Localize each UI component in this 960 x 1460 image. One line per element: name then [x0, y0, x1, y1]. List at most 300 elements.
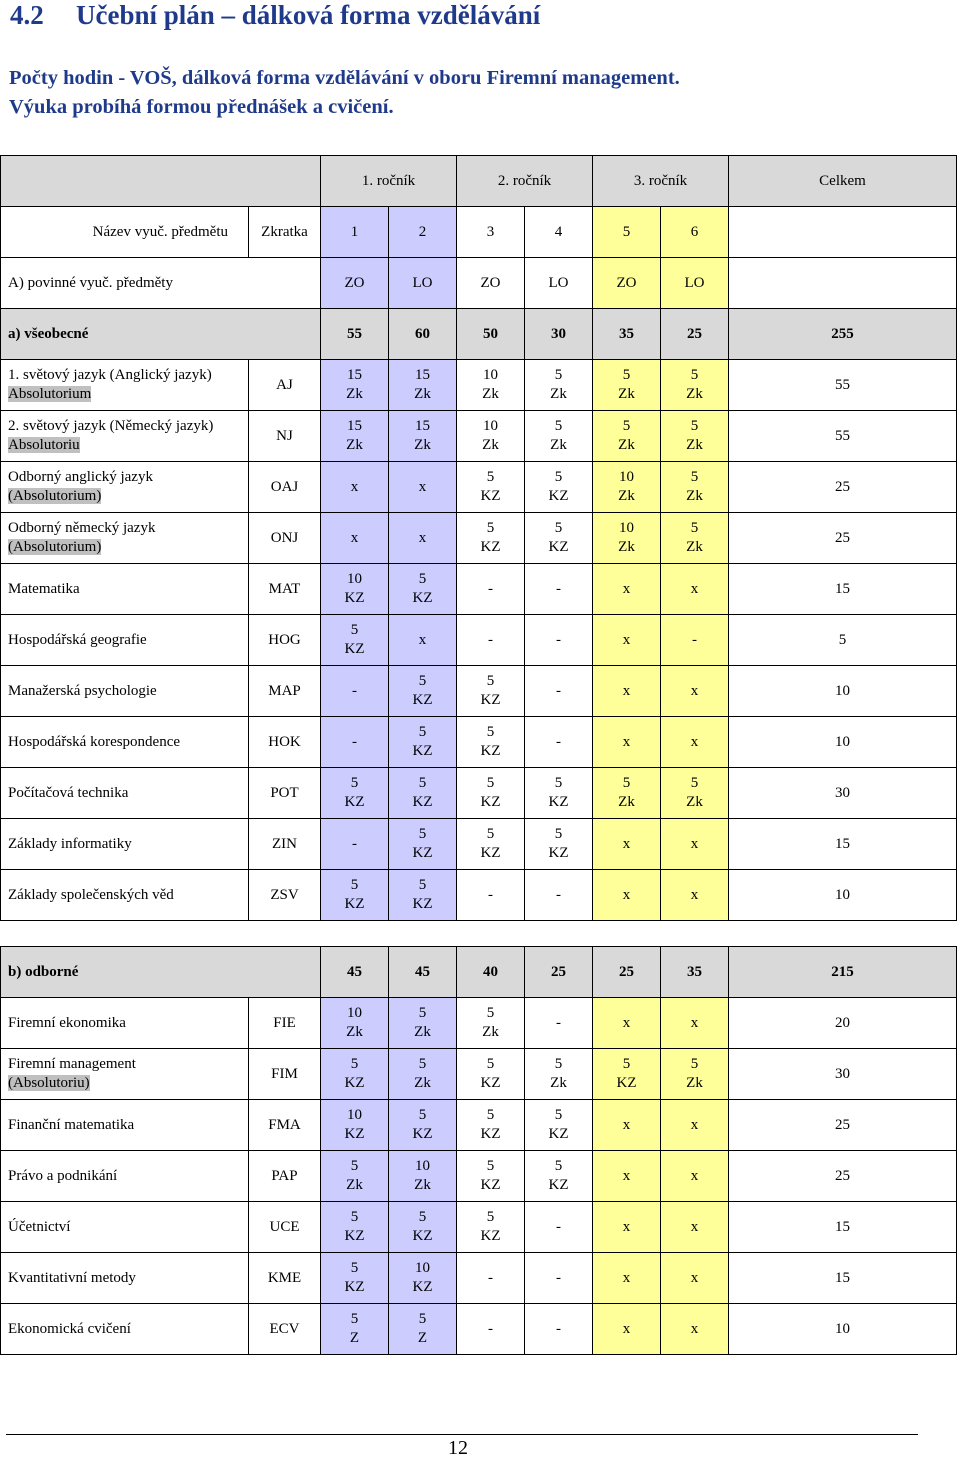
subject-total: 30 — [729, 768, 957, 819]
semester-4-cell: - — [525, 564, 593, 615]
semester-6-cell — [661, 1049, 729, 1100]
absolutorium-note: (Absolutoriu) — [8, 1075, 90, 1091]
hours-value: 5 — [554, 367, 563, 383]
compulsory-row — [1, 258, 957, 309]
semester-6-cell: x — [661, 1304, 729, 1355]
subject-name-cell — [1, 462, 249, 513]
hours-value: 5 — [690, 520, 699, 536]
semester-5-cell: x — [593, 615, 661, 666]
hours-value: 10 — [347, 1107, 362, 1123]
exam-type: Zk — [550, 1075, 567, 1091]
absolutorium-note: (Absolutorium) — [8, 488, 102, 504]
semester-2: 2 — [389, 207, 457, 258]
exam-type: KZ — [412, 1126, 433, 1142]
term-6: LO — [661, 258, 729, 309]
subject-row — [1, 870, 957, 921]
subject-abbr: ZIN — [249, 819, 321, 870]
subject-abbr: ONJ — [249, 513, 321, 564]
hours-value: 5 — [622, 367, 631, 383]
exam-type: Z — [349, 1330, 360, 1346]
subject-abbr: MAP — [249, 666, 321, 717]
semester-2-cell — [389, 564, 457, 615]
semester-3-cell: - — [457, 1253, 525, 1304]
year-1-header: 1. ročník — [321, 156, 457, 207]
semester-5-cell: x — [593, 998, 661, 1049]
semester-2-cell — [389, 1151, 457, 1202]
exam-type: Zk — [686, 1075, 703, 1091]
professional-sum-2: 45 — [389, 947, 457, 998]
section-number: 4.2 — [10, 0, 44, 30]
exam-type: KZ — [344, 896, 365, 912]
hours-value: 10 — [483, 418, 498, 434]
exam-type: Zk — [686, 539, 703, 555]
subject-abbr: PAP — [249, 1151, 321, 1202]
hours-value: 5 — [418, 1311, 427, 1327]
semester-2-cell — [389, 819, 457, 870]
general-subjects-table — [0, 155, 957, 921]
semester-3-cell — [457, 1202, 525, 1253]
section-heading — [10, 0, 540, 31]
exam-type: KZ — [548, 488, 569, 504]
semester-1-cell — [321, 564, 389, 615]
year-header-row — [1, 156, 957, 207]
hours-value: 15 — [415, 367, 430, 383]
exam-type: KZ — [548, 1177, 569, 1193]
semester-4-cell — [525, 1049, 593, 1100]
semester-2-cell — [389, 1049, 457, 1100]
hours-value: 5 — [486, 1005, 495, 1021]
subject-name-cell — [1, 1202, 249, 1253]
exam-type: Zk — [618, 794, 635, 810]
semester-5-cell — [593, 1049, 661, 1100]
hours-value: 5 — [622, 1056, 631, 1072]
semester-3-cell — [457, 411, 525, 462]
subject-row — [1, 1100, 957, 1151]
professional-sum-row — [1, 947, 957, 998]
subject-abbr: FIM — [249, 1049, 321, 1100]
exam-type: KZ — [412, 743, 433, 759]
subject-abbr: OAJ — [249, 462, 321, 513]
hours-value: 10 — [619, 469, 634, 485]
subject-total: 20 — [729, 998, 957, 1049]
semester-4-cell: - — [525, 666, 593, 717]
subject-abbr: AJ — [249, 360, 321, 411]
subject-abbr: NJ — [249, 411, 321, 462]
exam-type: KZ — [344, 794, 365, 810]
semester-1: 1 — [321, 207, 389, 258]
hours-value: 5 — [418, 1209, 427, 1225]
semester-3-cell — [457, 462, 525, 513]
hours-value: 5 — [350, 1209, 359, 1225]
subject-row — [1, 1151, 957, 1202]
subject-row — [1, 1253, 957, 1304]
exam-type: KZ — [548, 539, 569, 555]
intro-line-1: Počty hodin - VOŠ, dálková forma vzdělávání v oboru Firemní management. — [9, 67, 680, 89]
semester-3-cell: - — [457, 870, 525, 921]
semester-3: 3 — [457, 207, 525, 258]
hours-value: 5 — [554, 469, 563, 485]
exam-type: KZ — [412, 590, 433, 606]
term-3: ZO — [457, 258, 525, 309]
semester-4-cell: - — [525, 870, 593, 921]
professional-subjects-table — [0, 946, 957, 1355]
subject-name-cell — [1, 1151, 249, 1202]
subject-row — [1, 717, 957, 768]
subject-abbr: POT — [249, 768, 321, 819]
exam-type: KZ — [412, 794, 433, 810]
exam-type: Zk — [618, 386, 635, 402]
semester-3-cell: - — [457, 615, 525, 666]
semester-3-cell — [457, 1049, 525, 1100]
term-1: ZO — [321, 258, 389, 309]
subject-abbr: KME — [249, 1253, 321, 1304]
semester-1-cell: - — [321, 717, 389, 768]
semester-4-cell — [525, 1151, 593, 1202]
exam-type: KZ — [480, 1177, 501, 1193]
hours-value: 5 — [690, 367, 699, 383]
subject-total: 55 — [729, 411, 957, 462]
semester-6: 6 — [661, 207, 729, 258]
subject-name: Základy společenských věd — [8, 886, 174, 903]
subject-total: 15 — [729, 819, 957, 870]
subject-name: 2. světový jazyk (Německý jazyk) — [8, 418, 214, 434]
semester-1-cell — [321, 615, 389, 666]
semester-4-cell: - — [525, 717, 593, 768]
hours-value: 5 — [350, 622, 359, 638]
exam-type: KZ — [480, 845, 501, 861]
exam-type: Z — [417, 1330, 428, 1346]
subject-abbr: HOK — [249, 717, 321, 768]
exam-type: Zk — [346, 386, 363, 402]
subject-row — [1, 998, 957, 1049]
hours-value: 5 — [418, 1056, 427, 1072]
exam-type: Zk — [346, 1024, 363, 1040]
hours-value: 15 — [347, 367, 362, 383]
subject-name: Právo a podnikání — [8, 1167, 118, 1184]
exam-type: KZ — [480, 692, 501, 708]
semester-2-cell — [389, 998, 457, 1049]
hours-value: 5 — [486, 469, 495, 485]
professional-label: b) odborné — [1, 947, 321, 998]
subject-abbr: HOG — [249, 615, 321, 666]
hours-value: 5 — [690, 775, 699, 791]
semester-1-cell — [321, 1253, 389, 1304]
intro-text — [9, 64, 680, 122]
exam-type: Zk — [686, 488, 703, 504]
hours-value: 5 — [350, 775, 359, 791]
semester-5: 5 — [593, 207, 661, 258]
subject-total: 10 — [729, 666, 957, 717]
semester-2-cell — [389, 1100, 457, 1151]
hours-value: 5 — [418, 775, 427, 791]
hours-value: 5 — [486, 520, 495, 536]
exam-type: Zk — [550, 386, 567, 402]
subject-total: 25 — [729, 1100, 957, 1151]
subject-abbr: UCE — [249, 1202, 321, 1253]
subject-name-cell — [1, 717, 249, 768]
subject-name-cell — [1, 1100, 249, 1151]
semester-2-cell: x — [389, 462, 457, 513]
semester-2-cell — [389, 870, 457, 921]
absolutorium-note: (Absolutorium) — [8, 539, 102, 555]
subject-name: 1. světový jazyk (Anglický jazyk) — [8, 367, 212, 383]
subject-name-cell — [1, 1253, 249, 1304]
hours-value: 5 — [350, 1158, 359, 1174]
subject-name: Hospodářská geografie — [8, 631, 147, 648]
hours-value: 5 — [486, 826, 495, 842]
semester-2-cell — [389, 768, 457, 819]
semester-6-cell: x — [661, 998, 729, 1049]
semester-5-cell — [593, 360, 661, 411]
exam-type: Zk — [618, 437, 635, 453]
semester-1-cell — [321, 998, 389, 1049]
semester-3-cell — [457, 513, 525, 564]
semester-5-cell — [593, 768, 661, 819]
semester-5-cell — [593, 513, 661, 564]
subject-name: Matematika — [8, 580, 80, 597]
exam-type: KZ — [344, 1228, 365, 1244]
hours-value: 5 — [554, 1056, 563, 1072]
subject-name: Manažerská psychologie — [8, 682, 157, 699]
semester-6-cell — [661, 513, 729, 564]
hours-value: 5 — [350, 1311, 359, 1327]
hours-value: 5 — [418, 571, 427, 587]
exam-type: KZ — [548, 845, 569, 861]
exam-type: KZ — [344, 641, 365, 657]
subject-name: Počítačová technika — [8, 784, 129, 801]
subject-total: 15 — [729, 1202, 957, 1253]
semester-5-cell: x — [593, 1202, 661, 1253]
semester-4-cell — [525, 360, 593, 411]
hours-value: 10 — [347, 1005, 362, 1021]
semester-1-cell — [321, 1151, 389, 1202]
hours-value: 5 — [418, 1005, 427, 1021]
subject-name: Účetnictví — [8, 1218, 71, 1235]
subject-row — [1, 768, 957, 819]
semester-4-cell: - — [525, 1253, 593, 1304]
exam-type: KZ — [548, 794, 569, 810]
semester-2-cell: x — [389, 615, 457, 666]
semester-5-cell: x — [593, 1100, 661, 1151]
subject-name-cell — [1, 1304, 249, 1355]
semester-1-cell: - — [321, 819, 389, 870]
semester-1-cell — [321, 1202, 389, 1253]
semester-5-cell: x — [593, 819, 661, 870]
semester-6-cell: x — [661, 1202, 729, 1253]
subject-name-cell — [1, 360, 249, 411]
hours-value: 5 — [554, 775, 563, 791]
subject-name: Odborný německý jazyk — [8, 520, 156, 536]
exam-type: Zk — [414, 437, 431, 453]
hours-value: 5 — [554, 826, 563, 842]
exam-type: Zk — [414, 386, 431, 402]
general-total: 255 — [729, 309, 957, 360]
term-5: ZO — [593, 258, 661, 309]
hours-value: 5 — [486, 1158, 495, 1174]
semester-2-cell — [389, 360, 457, 411]
semester-6-cell — [661, 768, 729, 819]
subject-name: Základy informatiky — [8, 835, 132, 852]
semester-2-cell — [389, 1253, 457, 1304]
subject-name-cell — [1, 819, 249, 870]
subject-name-cell — [1, 564, 249, 615]
subject-abbr: ECV — [249, 1304, 321, 1355]
subject-abbr: FMA — [249, 1100, 321, 1151]
hours-value: 5 — [486, 673, 495, 689]
exam-type: KZ — [412, 896, 433, 912]
subject-row — [1, 666, 957, 717]
semester-3-cell: - — [457, 1304, 525, 1355]
semester-4-cell — [525, 411, 593, 462]
hours-value: 5 — [690, 469, 699, 485]
subject-name: Odborný anglický jazyk — [8, 469, 153, 485]
year-3-header: 3. ročník — [593, 156, 729, 207]
hours-value: 5 — [418, 1107, 427, 1123]
exam-type: Zk — [346, 437, 363, 453]
exam-type: Zk — [686, 437, 703, 453]
general-sum-6: 25 — [661, 309, 729, 360]
exam-type: Zk — [346, 1177, 363, 1193]
subject-total: 10 — [729, 1304, 957, 1355]
exam-type: Zk — [618, 539, 635, 555]
hours-value: 5 — [418, 724, 427, 740]
semester-2-cell — [389, 411, 457, 462]
subject-total: 5 — [729, 615, 957, 666]
hours-value: 5 — [350, 1056, 359, 1072]
semester-3-cell — [457, 768, 525, 819]
subject-row — [1, 819, 957, 870]
semester-5-cell — [593, 411, 661, 462]
hours-value: 5 — [350, 1260, 359, 1276]
footer-rule — [6, 1434, 918, 1435]
general-sum-row — [1, 309, 957, 360]
hours-value: 5 — [486, 1107, 495, 1123]
exam-type: Zk — [550, 437, 567, 453]
exam-type: Zk — [482, 437, 499, 453]
hours-value: 5 — [486, 775, 495, 791]
semester-2-cell — [389, 666, 457, 717]
professional-sum-1: 45 — [321, 947, 389, 998]
semester-3-cell — [457, 666, 525, 717]
subject-name-cell — [1, 1049, 249, 1100]
exam-type: KZ — [480, 539, 501, 555]
professional-sum-5: 25 — [593, 947, 661, 998]
professional-sum-3: 40 — [457, 947, 525, 998]
exam-type: Zk — [414, 1024, 431, 1040]
semester-1-cell — [321, 870, 389, 921]
semester-1-cell — [321, 1100, 389, 1151]
semester-6-cell: x — [661, 666, 729, 717]
exam-type: KZ — [412, 1228, 433, 1244]
subject-row — [1, 1304, 957, 1355]
semester-5-cell — [593, 462, 661, 513]
subject-name-cell — [1, 768, 249, 819]
semester-6-cell: x — [661, 870, 729, 921]
hours-value: 5 — [486, 1056, 495, 1072]
subject-row — [1, 411, 957, 462]
exam-type: Zk — [618, 488, 635, 504]
subject-name: Kvantitativní metody — [8, 1269, 136, 1286]
semester-6-cell: x — [661, 819, 729, 870]
professional-sum-4: 25 — [525, 947, 593, 998]
subject-name-cell — [1, 666, 249, 717]
hours-value: 5 — [554, 520, 563, 536]
semester-4-cell — [525, 819, 593, 870]
semester-5-cell: x — [593, 1304, 661, 1355]
semester-1-cell — [321, 360, 389, 411]
exam-type: KZ — [412, 845, 433, 861]
exam-type: Zk — [414, 1075, 431, 1091]
subject-total: 10 — [729, 717, 957, 768]
hours-value: 5 — [486, 724, 495, 740]
semester-6-cell — [661, 360, 729, 411]
subject-row — [1, 360, 957, 411]
subject-name-cell — [1, 513, 249, 564]
semester-3-cell — [457, 360, 525, 411]
hours-value: 10 — [347, 571, 362, 587]
semester-5-cell: x — [593, 1253, 661, 1304]
hours-value: 5 — [690, 418, 699, 434]
semester-3-cell — [457, 998, 525, 1049]
term-4: LO — [525, 258, 593, 309]
exam-type: KZ — [412, 692, 433, 708]
semester-3-cell — [457, 1151, 525, 1202]
semester-1-cell — [321, 411, 389, 462]
semester-5-cell: x — [593, 564, 661, 615]
semester-1-cell: x — [321, 462, 389, 513]
subject-name-cell — [1, 411, 249, 462]
hours-value: 10 — [483, 367, 498, 383]
semester-3-cell — [457, 717, 525, 768]
subject-total: 10 — [729, 870, 957, 921]
semester-4-cell — [525, 462, 593, 513]
semester-1-cell — [321, 1304, 389, 1355]
page-number: 12 — [448, 1437, 468, 1459]
subject-total: 25 — [729, 1151, 957, 1202]
exam-type: KZ — [344, 1126, 365, 1142]
exam-type: KZ — [344, 1279, 365, 1295]
exam-type: Zk — [686, 794, 703, 810]
semester-3-cell — [457, 1100, 525, 1151]
absolutorium-note: Absolutoriu — [8, 437, 80, 453]
hours-value: 10 — [619, 520, 634, 536]
exam-type: KZ — [480, 488, 501, 504]
exam-type: Zk — [482, 1024, 499, 1040]
subject-abbr: MAT — [249, 564, 321, 615]
general-sum-2: 60 — [389, 309, 457, 360]
general-sum-4: 30 — [525, 309, 593, 360]
semester-6-cell — [661, 462, 729, 513]
semester-1-cell: - — [321, 666, 389, 717]
general-sum-5: 35 — [593, 309, 661, 360]
semester-4-cell: - — [525, 615, 593, 666]
hours-value: 10 — [415, 1260, 430, 1276]
semester-3-cell — [457, 819, 525, 870]
general-label: a) všeobecné — [1, 309, 321, 360]
semester-4-cell: - — [525, 1202, 593, 1253]
subject-name: Firemní management — [8, 1056, 136, 1072]
semester-2-cell — [389, 1304, 457, 1355]
compulsory-label: A) povinné vyuč. předměty — [1, 258, 321, 309]
subject-name: Firemní ekonomika — [8, 1014, 126, 1031]
semester-6-cell: x — [661, 564, 729, 615]
subject-total: 55 — [729, 360, 957, 411]
subject-abbr: FIE — [249, 998, 321, 1049]
subject-name-cell — [1, 870, 249, 921]
semester-1-cell: x — [321, 513, 389, 564]
exam-type: KZ — [344, 1075, 365, 1091]
hours-value: 5 — [622, 775, 631, 791]
